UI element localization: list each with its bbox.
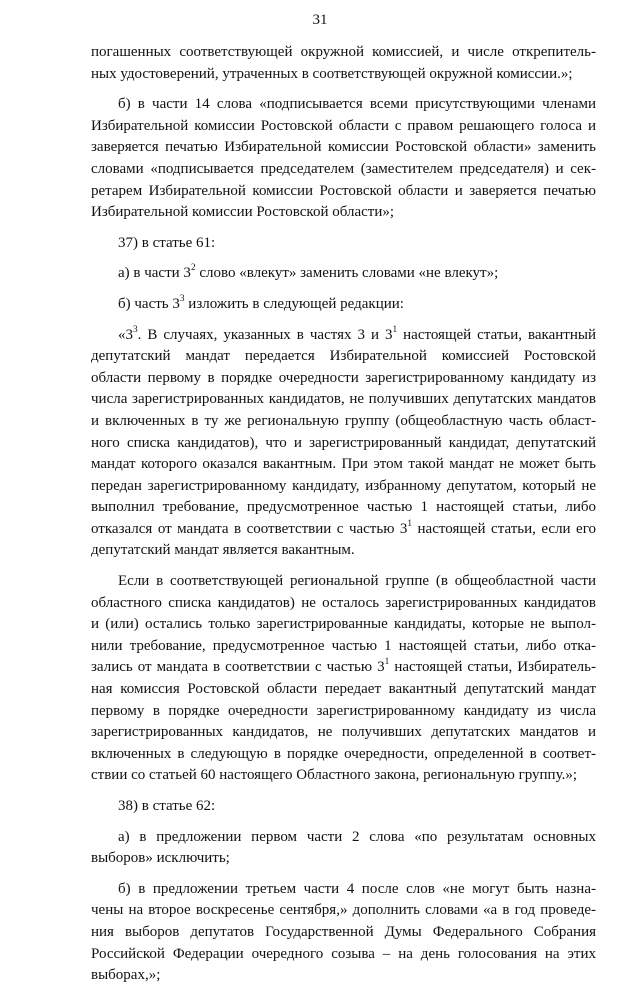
- text-run: 37) в статье 61:: [118, 234, 216, 251]
- text-line: [91, 181, 596, 203]
- text-run: числа зарегистрированных кандидатов, не получивших депутатских мандатов: [91, 391, 596, 408]
- text-line: [91, 497, 596, 519]
- text-run: отказался от мандата в соответствии с частью 3: [91, 520, 408, 537]
- text-run: ная комиссия Ростовской области передает вакантный депутатский мандат: [91, 681, 596, 698]
- text-line: [91, 879, 596, 901]
- superscript-index: 3: [179, 293, 185, 304]
- text-run: б) в предложении третьем части 4 после слов «не могут быть назна-: [118, 880, 596, 897]
- paragraph: [91, 263, 596, 285]
- paragraph-gap: [91, 870, 596, 879]
- text-line: [91, 965, 596, 987]
- text-line: [91, 944, 596, 966]
- text-run: выборах,»;: [91, 967, 161, 984]
- text-run: ния выборов депутатов Государственной Думы Федерального Собрания: [91, 923, 596, 940]
- text-line: [91, 94, 596, 116]
- text-run: ретарем Избирательной комиссии Ростовской области и заверяется печатью: [91, 182, 596, 199]
- paragraph: [91, 42, 596, 85]
- text-run: ствии со статьей 60 настоящего Областного закона, региональную группу.»;: [91, 767, 577, 784]
- text-line: [91, 900, 596, 922]
- text-line: [91, 454, 596, 476]
- text-line: [91, 571, 596, 593]
- superscript-index: 1: [384, 657, 390, 668]
- text-run: слово «влекут» заменить словами «не влекут»;: [195, 265, 499, 282]
- document-body: [91, 42, 596, 987]
- paragraph-gap: [91, 224, 596, 233]
- paragraph: [91, 94, 596, 224]
- text-line: [91, 42, 596, 64]
- paragraph: [91, 233, 596, 255]
- text-run: изложить в следующей редакции:: [184, 295, 404, 312]
- text-run: настоящей статьи, если его: [412, 520, 596, 537]
- text-line: [91, 325, 596, 347]
- text-line: [91, 744, 596, 766]
- text-run: выполнил требование, предусмотренное частью 1 настоящей статьи, либо: [91, 499, 596, 516]
- text-run: зались от мандата в соответствии с частью 3: [91, 659, 385, 676]
- text-run: Российской Федерации очередного созыва – на день голосования на этих: [91, 945, 596, 962]
- text-run: . В случаях, указанных в частях 3 и 3: [137, 326, 393, 343]
- text-line: [91, 476, 596, 498]
- paragraph-gap: [91, 285, 596, 294]
- text-run: депутатский мандат является вакантным.: [91, 542, 355, 559]
- text-run: мандат которого оказался вакантным. При этом такой мандат не может быть: [91, 456, 596, 473]
- text-line: [91, 614, 596, 636]
- superscript-index: 3: [133, 324, 138, 335]
- text-line: [91, 722, 596, 744]
- text-run: Если в соответствующей региональной группе (в общеобластной части: [118, 573, 596, 590]
- superscript-index: 1: [392, 324, 398, 335]
- paragraph-gap: [91, 787, 596, 796]
- paragraph: [91, 796, 596, 818]
- paragraph-gap: [91, 818, 596, 827]
- text-run: и включенных в ту же региональную группу (общеобластную часть област-: [91, 412, 596, 429]
- text-line: [91, 796, 596, 818]
- text-line: [91, 368, 596, 390]
- text-line: [91, 765, 596, 787]
- text-line: [91, 701, 596, 723]
- text-run: 38) в статье 62:: [118, 798, 216, 814]
- text-line: [91, 159, 596, 181]
- text-run: первому в порядке очередности зарегистрированному кандидату из числа: [91, 702, 596, 719]
- text-run: ного списка кандидатов), что и зарегистрированный кандидат, депутатский: [91, 434, 596, 451]
- paragraph: [91, 827, 596, 870]
- text-line: [91, 679, 596, 701]
- text-line: [91, 593, 596, 615]
- text-run: ных удостоверений, утраченных в соответствующей окружной комиссии.»;: [91, 65, 573, 82]
- text-run: областного списка кандидатов) не осталось зарегистрированных кандидатов: [91, 594, 596, 611]
- text-run: выборов» исключить;: [91, 850, 230, 867]
- text-run: погашенных соответствующей окружной комиссией, и числе открепитель-: [91, 44, 596, 60]
- text-line: [91, 922, 596, 944]
- text-run: словами «подписывается председателем (заместителем председателя) и сек-: [91, 160, 596, 177]
- text-line: [91, 346, 596, 368]
- text-run: настоящей статьи, Избиратель-: [389, 659, 596, 676]
- paragraph: [91, 325, 596, 563]
- superscript-index: 1: [407, 518, 413, 529]
- superscript-index: 2: [190, 263, 196, 274]
- text-line: [91, 540, 596, 562]
- paragraph-gap: [91, 562, 596, 571]
- text-run: а) в предложении первом части 2 слова «по результатам основных: [118, 828, 596, 845]
- text-line: [91, 519, 596, 541]
- paragraph: [91, 294, 596, 316]
- text-run: а) в части 3: [118, 265, 191, 282]
- paragraph-gap: [91, 254, 596, 263]
- text-run: настоящей статьи, вакантный: [397, 326, 596, 343]
- text-line: [91, 294, 596, 316]
- text-run: включенных в следующую в порядке очередности, определенной в соответ-: [91, 745, 596, 762]
- text-run: заверяется печатью Избирательной комиссии Ростовской области» заменить: [91, 139, 596, 156]
- text-line: [91, 827, 596, 849]
- text-run: б) часть 3: [118, 295, 180, 312]
- text-line: [91, 202, 596, 224]
- text-line: [91, 636, 596, 658]
- text-line: [91, 263, 596, 285]
- text-line: [91, 64, 596, 86]
- paragraph-gap: [91, 85, 596, 94]
- text-line: [91, 411, 596, 433]
- text-line: [91, 657, 596, 679]
- text-line: [91, 116, 596, 138]
- text-run: б) в части 14 слова «подписывается всеми присутствующими членами: [118, 96, 596, 113]
- text-line: [91, 233, 596, 255]
- page-number: 31: [312, 12, 328, 28]
- text-run: и (или) остались только зарегистрированные кандидаты, которые не выпол-: [91, 616, 596, 633]
- text-run: Избирательной комиссии Ростовской области»;: [91, 204, 395, 221]
- text-line: [91, 137, 596, 159]
- text-run: передан зарегистрированному кандидату, избранному депутатом, который не: [91, 477, 596, 494]
- text-run: Избирательной комиссии Ростовской области с правом решающего голоса и: [91, 117, 596, 134]
- text-line: [91, 848, 596, 870]
- text-line: [91, 433, 596, 455]
- text-run: «3: [118, 326, 133, 343]
- text-run: депутатский мандат передается Избирательной комиссией Ростовской: [91, 348, 596, 365]
- text-run: чены на второе воскресенье сентября,» дополнить словами «а в год проведе-: [91, 902, 596, 919]
- text-run: нили требование, предусмотренное частью 1 настоящей статьи, либо отка-: [91, 637, 596, 654]
- paragraph: [91, 879, 596, 987]
- paragraph-gap: [91, 316, 596, 325]
- text-run: области первому в порядке очередности зарегистрированному кандидату из: [91, 369, 596, 386]
- text-run: зарегистрированных кандидатов, не получивших депутатских мандатов и: [91, 724, 596, 741]
- text-line: [91, 389, 596, 411]
- paragraph: [91, 571, 596, 787]
